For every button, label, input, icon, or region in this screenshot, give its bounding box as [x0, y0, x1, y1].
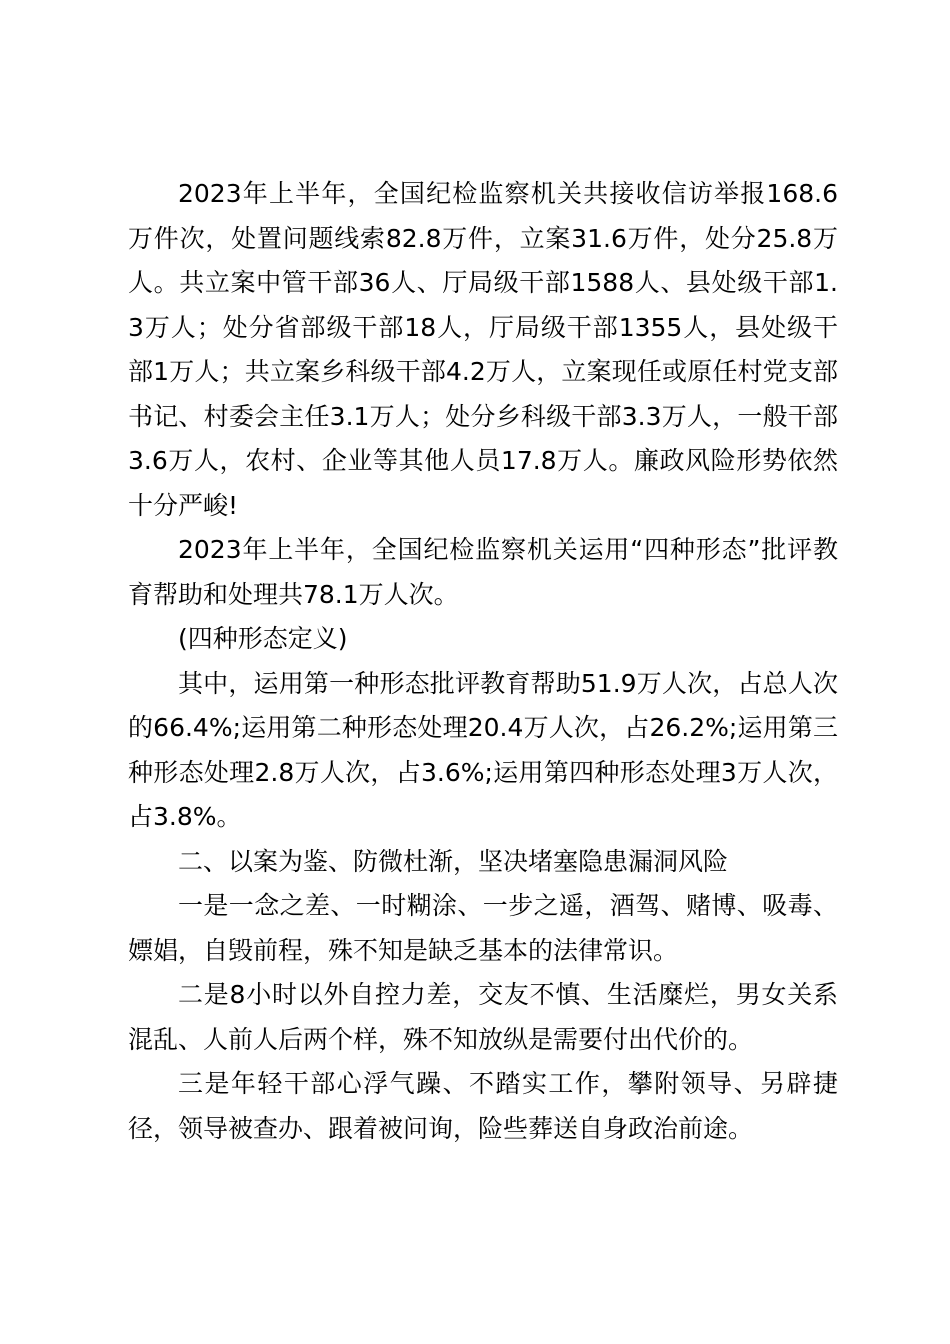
- section-heading-two: 二、以案为鉴、防微杜渐，坚决堵塞隐患漏洞风险: [178, 846, 729, 876]
- paragraph-four-forms-total: 2023年上半年，全国纪检监察机关运用“四种形态”批评教育帮助和处理共78.1万人次。: [128, 535, 838, 609]
- document-page: [128, 172, 838, 1151]
- paragraph-statistics: 2023年上半年，全国纪检监察机关共接收信访举报168.6万件次，处置问题线索82.8万件，立案31.6万件，处分25.8万人。共立案中管干部36人、厅局级干部1588人、县处级干部1.3万人；处分省部级干部18人，厅局级干部1355人，县处级干部1万人；共立案乡科级干部4.2万人，立案现任或原任村党支部书记、村委会主任3.1万人；处分乡科级干部3.3万人，一般干部3.6万人，农村、企业等其他人员17.8万人。廉政风险形势依然十分严峻!: [128, 179, 838, 520]
- paragraph-four-forms-definition: (四种形态定义): [178, 624, 348, 653]
- paragraph-point-two: 二是8小时以外自控力差，交友不慎、生活糜烂，男女关系混乱、人前人后两个样，殊不知放纵是需要付出代价的。: [128, 980, 838, 1054]
- paragraph-four-forms-breakdown: 其中，运用第一种形态批评教育帮助51.9万人次，占总人次的66.4%;运用第二种形态处理20.4万人次，占26.2%;运用第三种形态处理2.8万人次，占3.6%;运用第四种形态处理3万人次，占3.8%。: [128, 668, 838, 831]
- paragraph-point-one: 一是一念之差、一时糊涂、一步之遥，酒驾、赌博、吸毒、嫖娼，自毁前程，殊不知是缺乏基本的法律常识。: [128, 891, 838, 965]
- paragraph-point-three: 三是年轻干部心浮气躁、不踏实工作，攀附领导、另辟捷径，领导被查办、跟着被问询，险些葬送自身政治前途。: [128, 1069, 838, 1143]
